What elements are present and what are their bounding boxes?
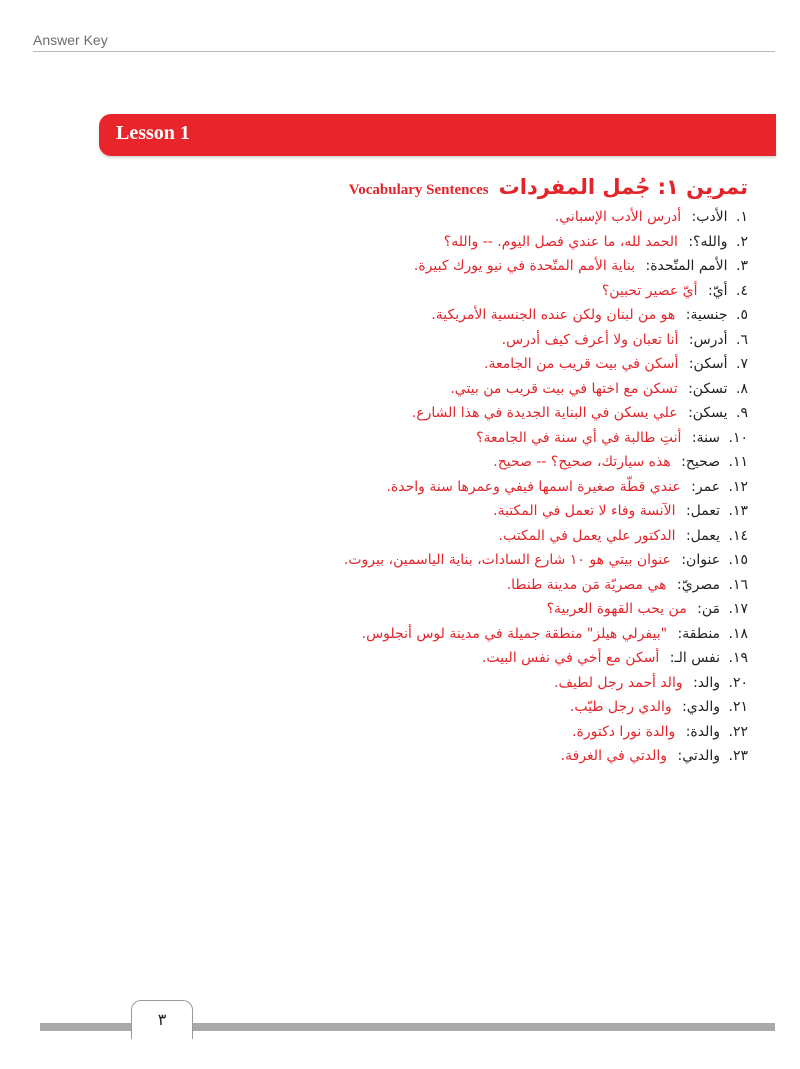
example-sentence: الآنسة وفاء لا تعمل في المكتبة. bbox=[493, 503, 676, 519]
list-item bbox=[188, 426, 748, 451]
example-sentence: الحمد لله، ما عندي فصل اليوم. -- والله؟ bbox=[443, 233, 678, 250]
vocabulary-word: صحيح: bbox=[681, 454, 721, 470]
example-sentence: أسكن مع أخي في نفس البيت. bbox=[481, 650, 660, 666]
list-item bbox=[188, 597, 748, 622]
vocabulary-word: الأدب: bbox=[691, 209, 728, 225]
sentence-number: ١٣. bbox=[728, 503, 748, 519]
example-sentence: "بيفرلي هيلز" منطقة جميلة في مدينة لوس أنجلوس. bbox=[361, 625, 668, 642]
example-sentence: أنتِ طالبة في أي سنة في الجامعة؟ bbox=[476, 429, 682, 446]
sentence-number: ١٦. bbox=[728, 576, 748, 593]
example-sentence: والدتي في الغرفة. bbox=[560, 748, 668, 764]
lesson-banner bbox=[99, 114, 776, 156]
section-title-english: Vocabulary Sentences bbox=[348, 182, 489, 198]
sentence-number: ٢٢. bbox=[728, 723, 748, 740]
vocabulary-word: أدرس: bbox=[688, 331, 728, 348]
example-sentence: عندي قطّة صغيرة اسمها فيفي وعمرها سنة واحدة. bbox=[386, 478, 681, 495]
example-sentence: أسكن في بيت قريب من الجامعة. bbox=[484, 356, 679, 372]
section-title-arabic: تمرين ١: جُمل المفردات bbox=[498, 175, 748, 199]
sentence-number: ١٨. bbox=[728, 625, 748, 642]
sentence-number: ١٧. bbox=[728, 601, 748, 617]
example-sentence: والدي رجل طيّب. bbox=[569, 699, 672, 715]
running-head: Answer Key bbox=[33, 32, 108, 48]
sentence-number: ٧. bbox=[736, 356, 748, 372]
example-sentence: هي مصريّة مَن مدينة طنطا. bbox=[506, 576, 667, 593]
vocabulary-word: والدة: bbox=[685, 723, 721, 740]
example-sentence: أيّ عصير تحبين؟ bbox=[601, 282, 698, 299]
vocabulary-word: مَن: bbox=[697, 601, 721, 617]
sentence-number: ١١. bbox=[728, 454, 748, 470]
header-rule bbox=[33, 51, 775, 52]
vocabulary-word: أيّ: bbox=[707, 282, 728, 299]
example-sentence: بناية الأمم المتّحدة في نيو يورك كبيرة. bbox=[413, 258, 636, 274]
example-sentence: أدرس الأدب الإسباني. bbox=[554, 209, 682, 225]
sentence-number: ٥. bbox=[736, 307, 748, 323]
sentence-number: ٢١. bbox=[728, 699, 748, 715]
vocabulary-word: سنة: bbox=[691, 429, 721, 446]
lesson-title: Lesson 1 bbox=[116, 122, 190, 144]
vocabulary-word: تعمل: bbox=[685, 503, 721, 519]
vocabulary-word: والد: bbox=[693, 674, 721, 691]
example-sentence: أنا تعبان ولا أعرف كيف أدرس. bbox=[501, 331, 679, 348]
vocabulary-word: الأمم المتّحدة: bbox=[645, 258, 728, 274]
list-item bbox=[188, 475, 748, 500]
sentence-list bbox=[188, 205, 748, 769]
list-item bbox=[188, 377, 748, 402]
page-number-tab bbox=[131, 1000, 193, 1039]
vocabulary-word: والدي: bbox=[682, 699, 721, 715]
list-item bbox=[188, 695, 748, 720]
list-item bbox=[188, 401, 748, 426]
example-sentence: الدكتور علي يعمل في المكتب. bbox=[498, 527, 676, 544]
sentence-number: ١٩. bbox=[728, 650, 748, 666]
list-item bbox=[188, 744, 748, 769]
list-item bbox=[188, 328, 748, 353]
vocabulary-word: منطقة: bbox=[677, 625, 721, 642]
list-item bbox=[188, 573, 748, 598]
vocabulary-word: تسكن: bbox=[688, 380, 728, 397]
sentence-number: ١٢. bbox=[728, 478, 748, 495]
sentence-number: ٤. bbox=[736, 282, 748, 299]
list-item bbox=[188, 671, 748, 696]
list-item bbox=[188, 548, 748, 573]
list-item bbox=[188, 230, 748, 255]
vocabulary-word: عنوان: bbox=[681, 552, 721, 568]
sentence-number: ٢٠. bbox=[728, 674, 748, 691]
sentence-number: ٢. bbox=[736, 233, 748, 250]
list-item bbox=[188, 254, 748, 279]
sentence-number: ٦. bbox=[736, 331, 748, 348]
list-item bbox=[188, 279, 748, 304]
vocabulary-word: والله؟: bbox=[688, 233, 728, 250]
vocabulary-word: أسكن: bbox=[688, 356, 728, 372]
vocabulary-word: يعمل: bbox=[685, 527, 721, 544]
sentence-number: ١٥. bbox=[728, 552, 748, 568]
vocabulary-word: جنسية: bbox=[685, 307, 728, 323]
example-sentence: والد أحمد رجل لطيف. bbox=[554, 674, 683, 691]
list-item bbox=[188, 499, 748, 524]
section-heading bbox=[328, 175, 748, 199]
example-sentence: علي يسكن في البناية الجديدة في هذا الشارع. bbox=[411, 405, 678, 421]
sentence-number: ١٠. bbox=[728, 429, 748, 446]
list-item bbox=[188, 524, 748, 549]
vocabulary-word: والدتي: bbox=[677, 748, 721, 764]
vocabulary-word: يسكن: bbox=[688, 405, 728, 421]
list-item bbox=[188, 450, 748, 475]
list-item bbox=[188, 622, 748, 647]
sentence-number: ٣. bbox=[736, 258, 748, 274]
page-number: ٣ bbox=[157, 1010, 167, 1029]
list-item bbox=[188, 720, 748, 745]
list-item bbox=[188, 352, 748, 377]
sentence-number: ١٤. bbox=[728, 527, 748, 544]
example-sentence: عنوان بيتي هو ١٠ شارع السادات، بناية الياسمين، بيروت. bbox=[343, 552, 671, 568]
vocabulary-word: نفس الـ: bbox=[669, 650, 721, 666]
sentence-number: ٨. bbox=[736, 380, 748, 397]
list-item bbox=[188, 303, 748, 328]
vocabulary-word: عمر: bbox=[691, 478, 721, 495]
example-sentence: والدة نورا دكتورة. bbox=[572, 723, 676, 740]
vocabulary-word: مصريّ: bbox=[677, 576, 721, 593]
sentence-number: ٩. bbox=[736, 405, 748, 421]
example-sentence: هو من لبنان ولكن عنده الجنسية الأمريكية. bbox=[431, 307, 676, 323]
example-sentence: تسكن مع اختها في بيت قريب من بيتي. bbox=[450, 380, 678, 397]
sentence-number: ٢٣. bbox=[728, 748, 748, 764]
list-item bbox=[188, 205, 748, 230]
example-sentence: من يحب القهوة العربية؟ bbox=[546, 601, 687, 617]
sentence-number: ١. bbox=[736, 209, 748, 225]
list-item bbox=[188, 646, 748, 671]
example-sentence: هذه سيارتك، صحيح؟ -- صحيح. bbox=[493, 454, 671, 470]
